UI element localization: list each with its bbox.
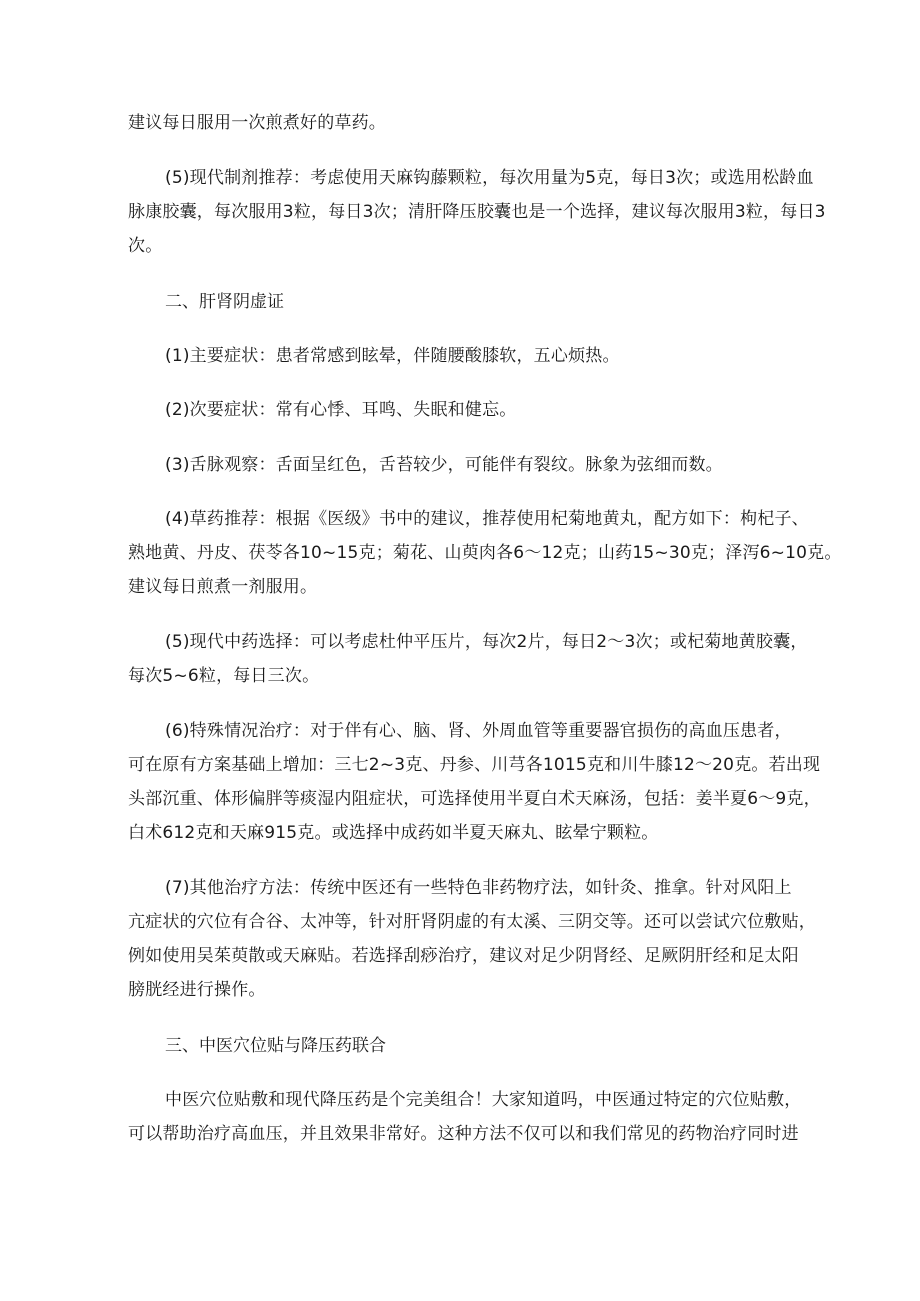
paragraph-herbal-line-2: 熟地黄、丹皮、茯苓各10~15克；菊花、山萸肉各6〜12克；山药15~30克；泽泻6~10克。: [128, 543, 842, 563]
paragraph-modern-tcm-line-1: (5)现代中药选择：可以考虑杜仲平压片，每次2片，每日2〜3次；或杞菊地黄胶囊，: [165, 632, 808, 652]
paragraph-special-line-3: 头部沉重、体形偏胖等痰湿内阻症状，可选择使用半夏白术天麻汤，包括：姜半夏6〜9克，: [128, 789, 821, 809]
paragraph-main-symptoms: (1)主要症状：患者常感到眩晕，伴随腰酸膝软，五心烦热。: [165, 346, 620, 366]
paragraph-modern-tcm-line-2: 每次5~6粒，每日三次。: [128, 666, 320, 686]
paragraph-other-therapy-line-2: 亢症状的穴位有合谷、太冲等，针对肝肾阴虚的有太溪、三阴交等。还可以尝试穴位敷贴，: [128, 912, 816, 932]
section-heading-acupoint-combo: 三、中医穴位贴与降压药联合: [165, 1036, 386, 1056]
continuation-text: 建议每日服用一次煎煮好的草药。: [128, 113, 386, 133]
paragraph-other-therapy-line-3: 例如使用吴茱萸散或天麻贴。若选择刮痧治疗，建议对足少阴肾经、足厥阴肝经和足太阳: [128, 946, 799, 966]
paragraph-acupoint-line-1: 中医穴位贴敷和现代降压药是个完美组合！大家知道吗，中医通过特定的穴位贴敷，: [165, 1090, 802, 1110]
paragraph-modern-prep-line-1: (5)现代制剂推荐：考虑使用天麻钩藤颗粒，每次用量为5克，每日3次；或选用松龄血: [165, 168, 814, 188]
paragraph-tongue-pulse: (3)舌脉观察：舌面呈红色，舌苔较少，可能伴有裂纹。脉象为弦细而数。: [165, 455, 723, 475]
paragraph-special-line-1: (6)特殊情况治疗：对于伴有心、脑、肾、外周血管等重要器官损伤的高血压患者，: [165, 721, 792, 741]
paragraph-special-line-4: 白术612克和天麻915克。或选择中成药如半夏天麻丸、眩晕宁颗粒。: [128, 823, 659, 843]
paragraph-herbal-line-3: 建议每日煎煮一剂服用。: [128, 577, 318, 597]
paragraph-acupoint-line-2: 可以帮助治疗高血压，并且效果非常好。这种方法不仅可以和我们常见的药物治疗同时进: [128, 1124, 799, 1144]
paragraph-other-therapy-line-1: (7)其他治疗方法：传统中医还有一些特色非药物疗法，如针灸、推拿。针对风阳上: [165, 878, 792, 898]
paragraph-other-therapy-line-4: 膀胱经进行操作。: [128, 980, 266, 1000]
section-heading-liver-kidney: 二、肝肾阴虚证: [165, 292, 284, 312]
paragraph-special-line-2: 可在原有方案基础上增加：三七2~3克、丹参、川芎各1015克和川牛膝12〜20克。若出现: [128, 755, 821, 775]
paragraph-herbal-line-1: (4)草药推荐：根据《医级》书中的建议，推荐使用杞菊地黄丸，配方如下：枸杞子、: [165, 509, 809, 529]
paragraph-modern-prep-line-2: 脉康胶囊，每次服用3粒，每日3次；清肝降压胶囊也是一个选择，建议每次服用3粒，每日3: [128, 202, 826, 222]
paragraph-modern-prep-line-3: 次。: [128, 236, 163, 256]
paragraph-secondary-symptoms: (2)次要症状：常有心悸、耳鸣、失眠和健忘。: [165, 400, 517, 420]
